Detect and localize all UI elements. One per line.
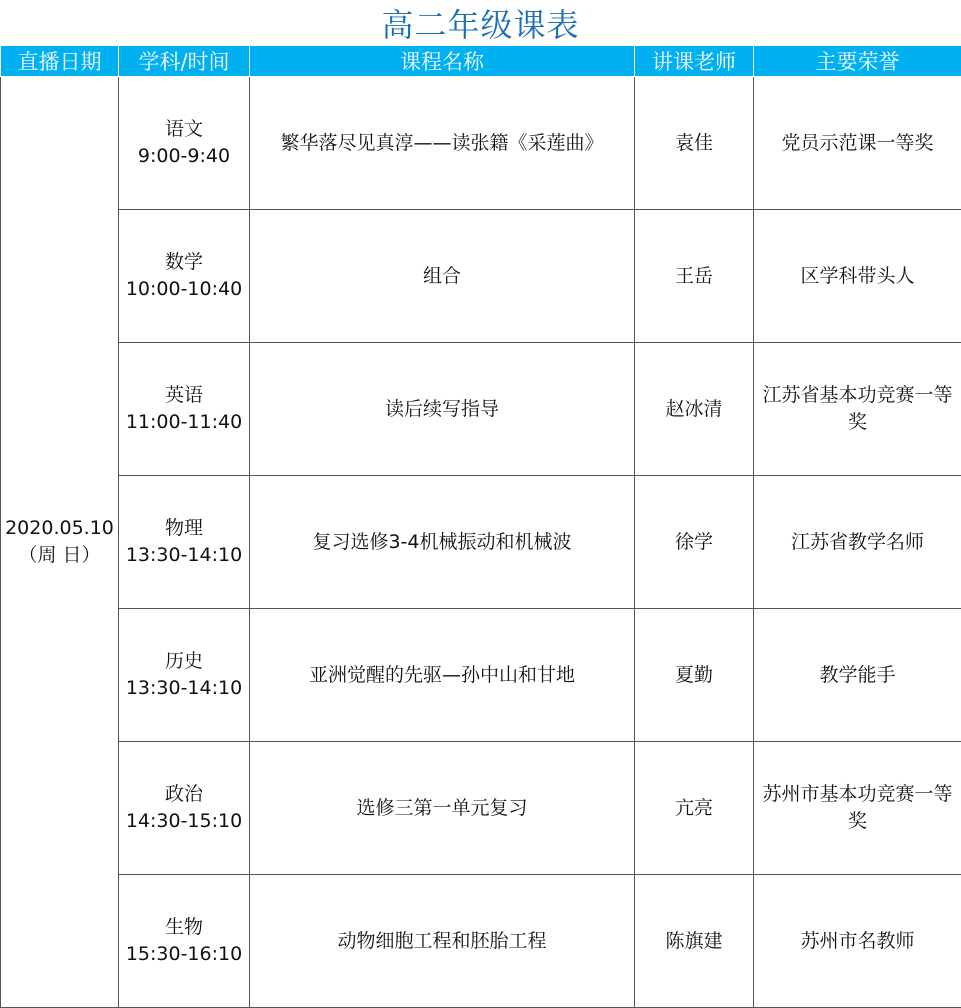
teacher-honor: 江苏省教学名师 <box>754 476 961 609</box>
header-honor: 主要荣誉 <box>754 46 961 77</box>
header-date: 直播日期 <box>1 46 119 77</box>
teacher-name: 陈旗建 <box>635 875 754 1008</box>
subject-name: 数学 <box>164 251 203 273</box>
table-row <box>1 210 961 343</box>
teacher-name: 袁佳 <box>635 77 754 210</box>
subject-name: 物理 <box>164 517 203 539</box>
header-subject-time: 学科/时间 <box>119 46 250 77</box>
header-teacher: 讲课老师 <box>635 46 754 77</box>
course-name: 读后续写指导 <box>250 343 635 476</box>
subject-name: 政治 <box>164 783 203 805</box>
subject-time-cell <box>119 476 250 609</box>
subject-name: 英语 <box>164 384 203 406</box>
teacher-honor: 苏州市名教师 <box>754 875 961 1008</box>
course-name: 复习选修3-4机械振动和机械波 <box>250 476 635 609</box>
course-name: 亚洲觉醒的先驱—孙中山和甘地 <box>250 609 635 742</box>
teacher-name: 夏勤 <box>635 609 754 742</box>
subject-time-cell <box>119 742 250 875</box>
subject-time-cell <box>119 77 250 210</box>
course-name: 动物细胞工程和胚胎工程 <box>250 875 635 1008</box>
teacher-honor: 教学能手 <box>754 609 961 742</box>
class-time: 10:00-10:40 <box>125 278 243 300</box>
class-time: 13:30-14:10 <box>125 677 243 699</box>
header-course: 课程名称 <box>250 46 635 77</box>
course-name: 组合 <box>250 210 635 343</box>
class-time: 14:30-15:10 <box>125 810 243 832</box>
teacher-name: 亢亮 <box>635 742 754 875</box>
subject-time-cell <box>119 343 250 476</box>
schedule-table <box>0 45 961 1008</box>
table-row <box>1 742 961 875</box>
teacher-name: 徐学 <box>635 476 754 609</box>
class-time: 9:00-9:40 <box>137 145 231 167</box>
class-time: 15:30-16:10 <box>125 943 243 965</box>
broadcast-weekday: （周 日） <box>18 544 101 566</box>
subject-name: 生物 <box>164 916 203 938</box>
table-row <box>1 77 961 210</box>
broadcast-date: 2020.05.10 <box>5 517 114 539</box>
class-time: 13:30-14:10 <box>125 544 243 566</box>
subject-time-cell <box>119 609 250 742</box>
teacher-name: 赵冰清 <box>635 343 754 476</box>
table-row <box>1 875 961 1008</box>
course-name: 选修三第一单元复习 <box>250 742 635 875</box>
teacher-honor: 苏州市基本功竞赛一等奖 <box>754 742 961 875</box>
subject-name: 历史 <box>164 650 203 672</box>
subject-name: 语文 <box>164 118 203 140</box>
teacher-honor: 江苏省基本功竞赛一等奖 <box>754 343 961 476</box>
broadcast-date-cell <box>1 77 119 1008</box>
teacher-honor: 区学科带头人 <box>754 210 961 343</box>
table-row <box>1 343 961 476</box>
table-row <box>1 609 961 742</box>
course-name: 繁华落尽见真淳——读张籍《采莲曲》 <box>250 77 635 210</box>
header-row <box>1 46 961 77</box>
class-time: 11:00-11:40 <box>125 411 243 433</box>
subject-time-cell <box>119 210 250 343</box>
page-title: 高二年级课表 <box>381 5 580 44</box>
subject-time-cell <box>119 875 250 1008</box>
teacher-honor: 党员示范课一等奖 <box>754 77 961 210</box>
table-row <box>1 476 961 609</box>
teacher-name: 王岳 <box>635 210 754 343</box>
